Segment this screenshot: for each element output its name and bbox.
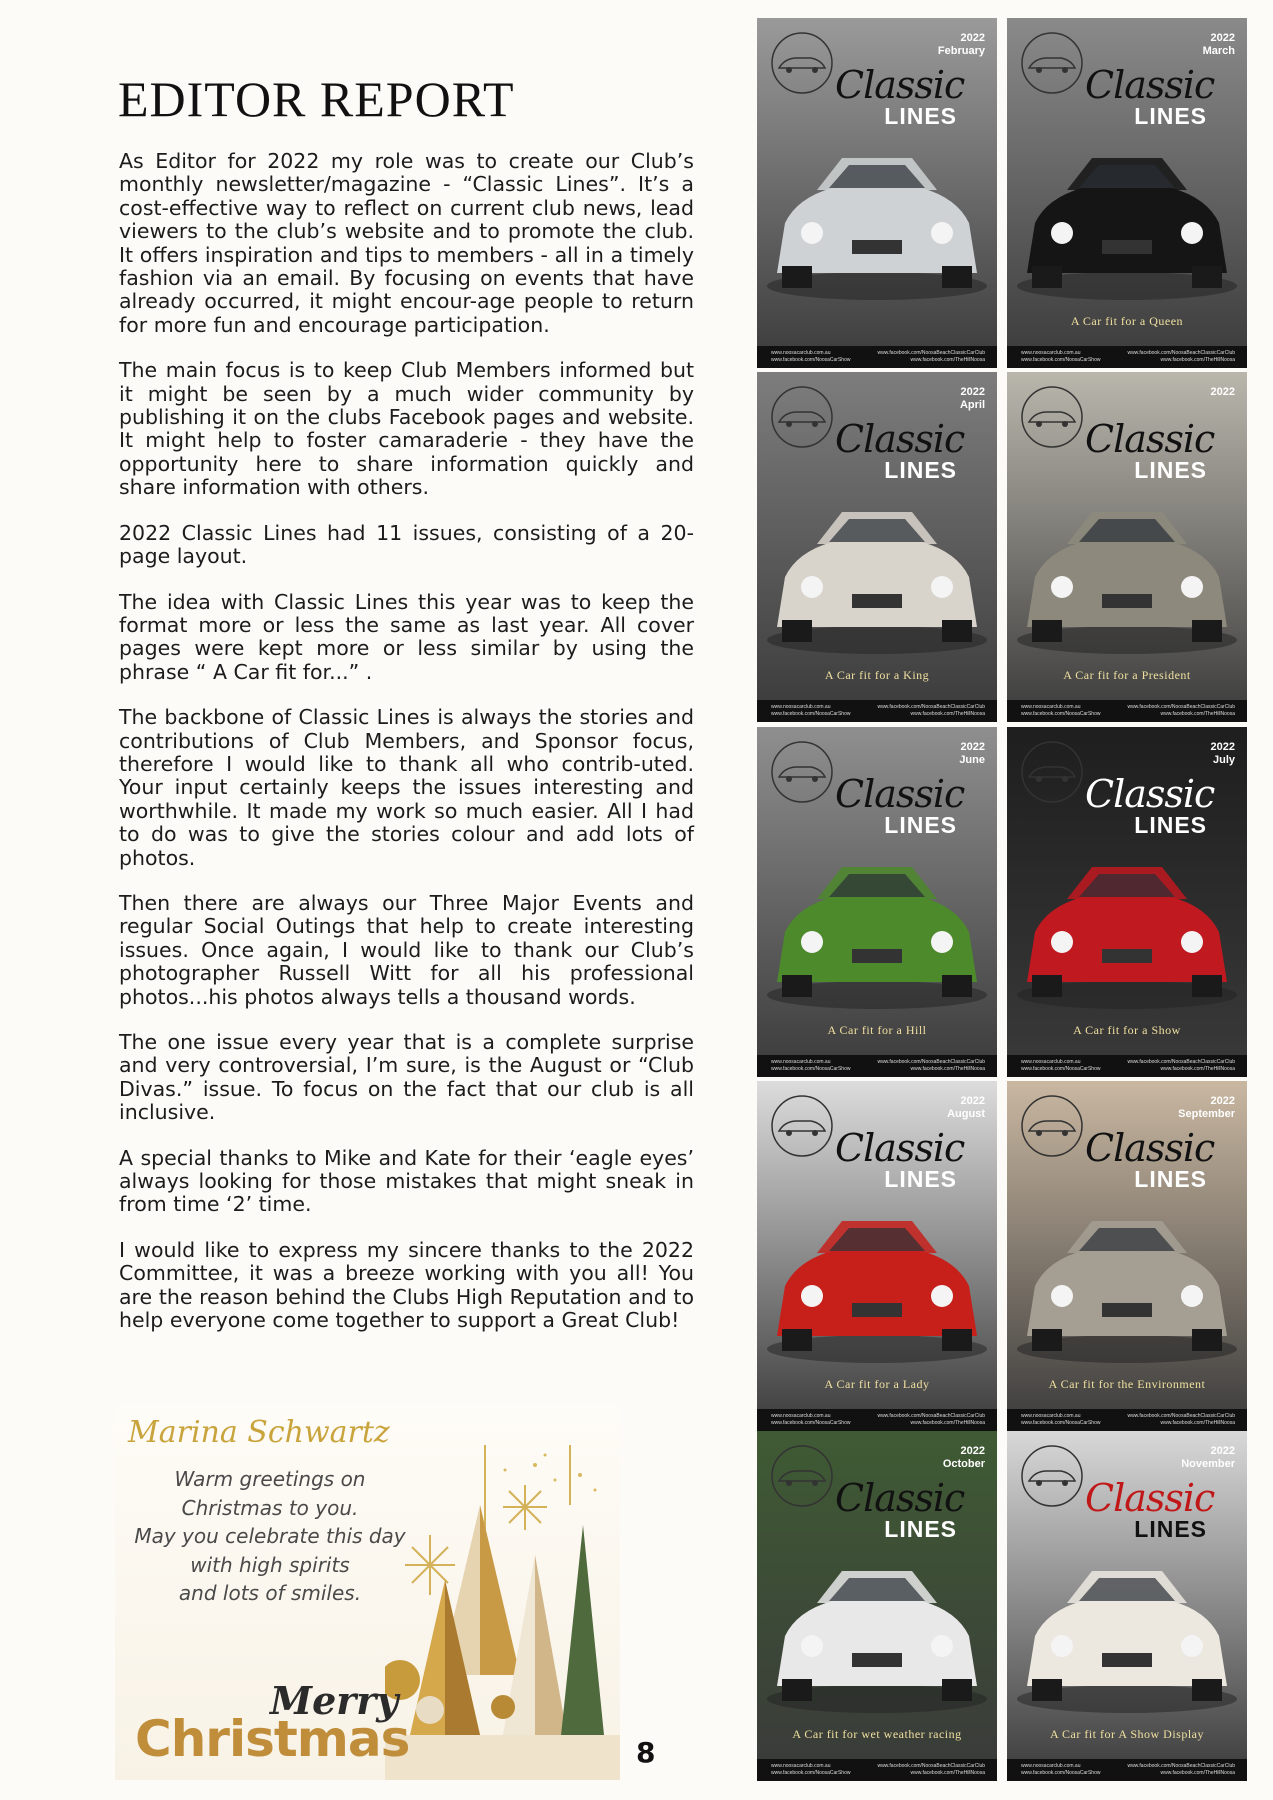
cover-footer-left: www.noosacarclub.com.au www.facebook.com/NoosaCarShow (771, 350, 851, 363)
cover-year: 2022 (960, 1095, 985, 1107)
magazine-cover (757, 1431, 997, 1781)
cover-tagline: A Car fit for a Show (1073, 1023, 1181, 1037)
cover-date (915, 386, 985, 412)
cover-month: February (937, 45, 985, 57)
club-logo-icon (765, 382, 839, 452)
cover-tagline: A Car fit for wet weather racing (792, 1727, 962, 1741)
cover-month: March (1202, 45, 1235, 57)
cover-footer-left: www.noosacarclub.com.au www.facebook.com/NoosaCarShow (771, 1059, 851, 1072)
cover-tagline: A Car fit for a Hill (827, 1023, 927, 1037)
cover-footer-left: www.noosacarclub.com.au www.facebook.com/NoosaCarShow (1021, 1059, 1101, 1072)
cover-date (1165, 741, 1235, 767)
cover-month: November (1181, 1458, 1235, 1470)
christmas-card (115, 1405, 620, 1780)
magazine-cover (757, 372, 997, 722)
cover-footer (1007, 700, 1247, 722)
cover-title-lines: LINES (884, 1516, 957, 1542)
cover-footer (1007, 1759, 1247, 1781)
cover-month: October (942, 1458, 985, 1470)
cover-footer-left: www.noosacarclub.com.au www.facebook.com/NoosaCarShow (771, 704, 851, 717)
cover-title-lines: LINES (1134, 1516, 1207, 1542)
cover-title-script: Classic (835, 1126, 965, 1170)
cover-title-lines: LINES (884, 812, 957, 838)
cover-year: 2022 (1210, 32, 1235, 44)
cover-footer (757, 1055, 997, 1077)
cover-month: July (1212, 754, 1235, 766)
cover-date (915, 1095, 985, 1121)
cover-footer-right: www.facebook.com/NoosaBeachClassicCarClub www.facebook.com/TheHillNoosa (1127, 1763, 1235, 1776)
cover-month: April (959, 399, 985, 411)
cover-title-script: Classic (1085, 63, 1215, 107)
cover-footer (1007, 1409, 1247, 1431)
report-paragraph: The main focus is to keep Club Members informed but it might be seen by a much wider community by publishing it on the clubs Facebook pages and website. It might help to foster camaraderie - they have the opportunity here to share information quickly and share information with others. (119, 358, 694, 500)
cover-footer (757, 700, 997, 722)
greeting-line: May you celebrate this day (134, 1524, 406, 1548)
club-logo-icon (1015, 1091, 1089, 1161)
cover-date (1165, 32, 1235, 58)
cover-year: 2022 (960, 741, 985, 753)
magazine-cover (1007, 727, 1247, 1077)
christmas-decoration-icon (385, 1445, 620, 1780)
cover-tagline: A Car fit for a Queen (1070, 314, 1184, 328)
cover-tagline: A Car fit for the Environment (1048, 1377, 1206, 1391)
magazine-cover (1007, 1081, 1247, 1431)
club-logo-icon (1015, 1441, 1089, 1511)
cover-footer-left: www.noosacarclub.com.au www.facebook.com/NoosaCarShow (1021, 1413, 1101, 1426)
page-number: 8 (636, 1736, 656, 1769)
cover-year: 2022 (1210, 386, 1235, 398)
cover-title-script: Classic (835, 1476, 965, 1520)
cover-footer-right: www.facebook.com/NoosaBeachClassicCarClub www.facebook.com/TheHillNoosa (1127, 350, 1235, 363)
cover-date (915, 32, 985, 58)
club-logo-icon (1015, 28, 1089, 98)
cover-footer-right: www.facebook.com/NoosaBeachClassicCarClub www.facebook.com/TheHillNoosa (877, 704, 985, 717)
cover-date (1165, 1095, 1235, 1121)
cover-title-script: Classic (1085, 772, 1215, 816)
cover-title-script: Classic (1085, 1476, 1215, 1520)
greeting-line: Christmas to you. (181, 1495, 359, 1520)
cover-footer-right: www.facebook.com/NoosaBeachClassicCarClub www.facebook.com/TheHillNoosa (877, 350, 985, 363)
club-logo-icon (765, 28, 839, 98)
club-logo-icon (765, 737, 839, 807)
cover-title-lines: LINES (884, 1166, 957, 1192)
report-paragraph: A special thanks to Mike and Kate for their ‘eagle eyes’ always looking for those mistakes that might sneak in from time ‘2’ time. (119, 1145, 694, 1217)
cover-year: 2022 (1210, 741, 1235, 753)
cover-tagline: A Car fit for a King (824, 668, 930, 682)
cover-footer-left: www.noosacarclub.com.au www.facebook.com/NoosaCarShow (771, 1413, 851, 1426)
club-logo-icon (1015, 737, 1089, 807)
christmas-text: Christmas (135, 1710, 410, 1768)
cover-year: 2022 (1210, 1445, 1235, 1457)
cover-footer-left: www.noosacarclub.com.au www.facebook.com/NoosaCarShow (1021, 1763, 1101, 1776)
greeting-line: and lots of smiles. (178, 1581, 362, 1605)
cover-footer (757, 1409, 997, 1431)
cover-title-script: Classic (835, 417, 965, 461)
cover-footer-right: www.facebook.com/NoosaBeachClassicCarClub www.facebook.com/TheHillNoosa (877, 1059, 985, 1072)
cover-title-lines: LINES (1134, 103, 1207, 129)
cover-footer-right: www.facebook.com/NoosaBeachClassicCarClub www.facebook.com/TheHillNoosa (1127, 704, 1235, 717)
cover-footer-left: www.noosacarclub.com.au www.facebook.com/NoosaCarShow (1021, 704, 1101, 717)
magazine-cover (1007, 372, 1247, 722)
magazine-cover (757, 727, 997, 1077)
greeting-line: Warm greetings on (174, 1467, 366, 1491)
cover-year: 2022 (960, 1445, 985, 1457)
cover-title-lines: LINES (1134, 812, 1207, 838)
report-paragraph: 2022 Classic Lines had 11 issues, consisting of a 20-page layout. (119, 520, 694, 569)
cover-title-script: Classic (1085, 1126, 1215, 1170)
cover-year: 2022 (960, 32, 985, 44)
cover-title-script: Classic (835, 63, 965, 107)
cover-title-lines: LINES (1134, 1166, 1207, 1192)
cover-year: 2022 (1210, 1095, 1235, 1107)
cover-title-lines: LINES (1134, 457, 1207, 483)
cover-footer (757, 346, 997, 368)
cover-date (1165, 1445, 1235, 1471)
report-paragraph: The backbone of Classic Lines is always the stories and contributions of Club Members, and Sponsor focus, therefore I would like to thank all who contrib-uted. Your input certainly keeps the issues interesting and worthwhile. It made my work so much easier. All I had to do was to give the stories colour and add lots of photos. (119, 705, 694, 870)
cover-footer (1007, 1055, 1247, 1077)
cover-footer-right: www.facebook.com/NoosaBeachClassicCarClub www.facebook.com/TheHillNoosa (1127, 1413, 1235, 1426)
cover-footer-right: www.facebook.com/NoosaBeachClassicCarClub www.facebook.com/TheHillNoosa (1127, 1059, 1235, 1072)
cover-title-lines: LINES (884, 457, 957, 483)
cover-date (915, 1445, 985, 1471)
cover-month: August (947, 1108, 985, 1120)
cover-footer-right: www.facebook.com/NoosaBeachClassicCarClub www.facebook.com/TheHillNoosa (877, 1763, 985, 1776)
cover-footer (1007, 346, 1247, 368)
editor-signature: Marina Schwartz (128, 1415, 390, 1450)
cover-year: 2022 (960, 386, 985, 398)
cover-footer (757, 1759, 997, 1781)
club-logo-icon (765, 1091, 839, 1161)
cover-month: September (1178, 1108, 1235, 1120)
cover-footer-left: www.noosacarclub.com.au www.facebook.com/NoosaCarShow (1021, 350, 1101, 363)
page-title: EDITOR REPORT (118, 71, 515, 127)
report-paragraph: Then there are always our Three Major Events and regular Social Outings that help to create interesting issues. Once again, I would like to thank our Club’s photographer Russell Witt for all his professional photos...his photos always tells a thousand words. (119, 890, 694, 1009)
report-paragraph: The one issue every year that is a complete surprise and very controversial, I’m sure, is the August or “Club Divas.” issue. To focus on the fact that our club is all inclusive. (119, 1030, 694, 1125)
report-paragraph: I would like to express my sincere thanks to the 2022 Committee, it was a breeze working with you all! You are the reason behind the Clubs High Reputation and to help everyone come together to support a Great Club! (119, 1237, 694, 1333)
cover-tagline: A Car fit for a Lady (824, 1377, 930, 1391)
club-logo-icon (1015, 382, 1089, 452)
magazine-cover (757, 1081, 997, 1431)
cover-title-script: Classic (835, 772, 965, 816)
club-logo-icon (765, 1441, 839, 1511)
editor-report-body (119, 150, 694, 1354)
greeting-line: with high spirits (190, 1552, 350, 1577)
report-paragraph: As Editor for 2022 my role was to create our Club’s monthly newsletter/magazine - “Classic Lines”. It’s a cost-effective way to reflect on current club news, lead viewers to the club’s website and to promote the club. It offers inspiration and tips to members - all in a timely fashion via an email. By focusing on events that have already occurred, it might encour-age people to return for more fun and encourage participation. (119, 149, 694, 337)
cover-footer-right: www.facebook.com/NoosaBeachClassicCarClub www.facebook.com/TheHillNoosa (877, 1413, 985, 1426)
magazine-cover (1007, 18, 1247, 368)
magazine-cover (757, 18, 997, 368)
report-paragraph: The idea with Classic Lines this year was to keep the format more or less the same as last year. All cover pages were kept more or less similar by using the phrase “ A Car fit for...” . (119, 589, 694, 684)
cover-month: June (959, 754, 985, 766)
magazine-cover (1007, 1431, 1247, 1781)
cover-date (915, 741, 985, 767)
merry-text: Merry (270, 1678, 399, 1723)
christmas-greeting (115, 1465, 425, 1608)
cover-title-script: Classic (1085, 417, 1215, 461)
cover-title-lines: LINES (884, 103, 957, 129)
cover-date (1165, 386, 1235, 399)
cover-tagline: A Car fit for A Show Display (1050, 1727, 1204, 1741)
cover-footer-left: www.noosacarclub.com.au www.facebook.com/NoosaCarShow (771, 1763, 851, 1776)
cover-tagline: A Car fit for a President (1063, 668, 1191, 682)
